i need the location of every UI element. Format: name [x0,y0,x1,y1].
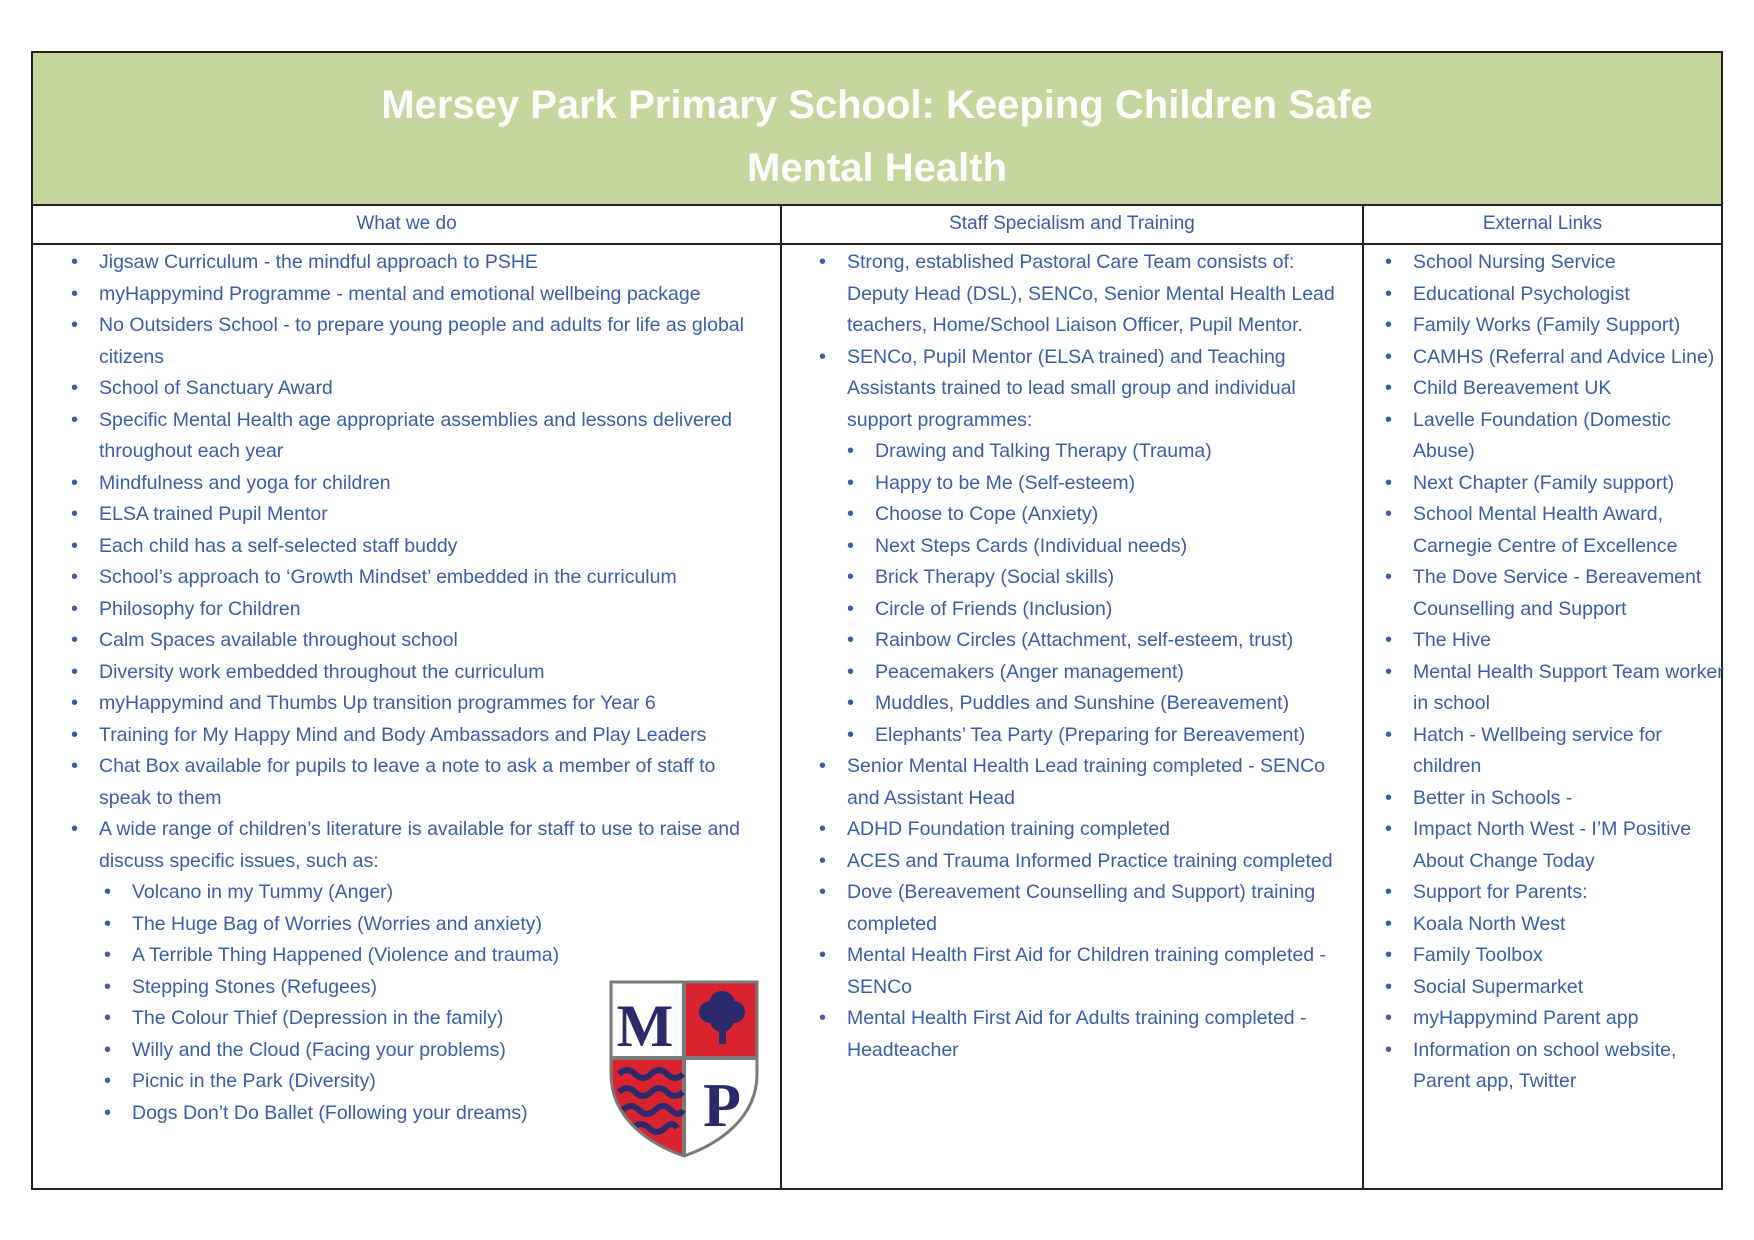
title-banner [33,53,1721,206]
column-heading: What we do [33,206,780,245]
list-item: • School’s approach to ‘Growth Mindset’ embedded in the curriculum [99,562,769,594]
column-heading: External Links [1364,206,1721,245]
list-item: • Mental Health Support Team worker in school [1413,657,1729,720]
list-item: • Peacemakers (Anger management) [875,657,1359,689]
list-item: • ACES and Trauma Informed Practice training completed [847,846,1359,878]
list-item: • Senior Mental Health Lead training completed - SENCo and Assistant Head [847,751,1359,814]
crest-letter-m: M [616,993,674,1059]
list-item: • ADHD Foundation training completed [847,814,1359,846]
list-item: • Volcano in my Tummy (Anger) [132,877,769,909]
sublist [847,436,1359,751]
columns [33,206,1724,1188]
list-item: • Support for Parents: [1413,877,1729,909]
list-item: • No Outsiders School - to prepare young people and adults for life as global citizens [99,310,769,373]
list-item: • Chat Box available for pupils to leave a note to ask a member of staff to speak to them [99,751,769,814]
list-item: • Next Steps Cards (Individual needs) [875,531,1359,563]
list-item: • Each child has a self-selected staff buddy [99,531,769,563]
list-item: • Specific Mental Health age appropriate assemblies and lessons delivered throughout each year [99,405,769,468]
list-item: • School Mental Health Award, Carnegie Centre of Excellence [1413,499,1729,562]
list-item: • The Dove Service - Bereavement Counselling and Support [1413,562,1729,625]
page-subtitle: Mental Health [746,146,1008,190]
list-item: • A wide range of children’s literature is available for staff to use to raise and discuss specific issues, such as: [99,814,769,877]
list-item: • Lavelle Foundation (Domestic Abuse) [1413,405,1729,468]
list-item: • Dove (Bereavement Counselling and Support) training completed [847,877,1359,940]
list-item: • Next Chapter (Family support) [1413,468,1729,500]
list-item: • School of Sanctuary Award [99,373,769,405]
list-item: • The Hive [1413,625,1729,657]
column-heading: Staff Specialism and Training [782,206,1362,245]
info-sheet [31,51,1723,1190]
column-external-links [1364,206,1724,1188]
list [1413,245,1729,1098]
list-item: • Choose to Cope (Anxiety) [875,499,1359,531]
list-item: • Calm Spaces available throughout school [99,625,769,657]
list-item: • Jigsaw Curriculum - the mindful approach to PSHE [99,247,769,279]
list-item: • SENCo, Pupil Mentor (ELSA trained) and Teaching Assistants trained to lead small group and individual support programmes: [847,342,1359,437]
list-item: • Mental Health First Aid for Children training completed - SENCo [847,940,1359,1003]
list-item: • Child Bereavement UK [1413,373,1729,405]
crest-letter-p: P [703,1072,741,1140]
list-item: • myHappymind Programme - mental and emotional wellbeing package [99,279,769,311]
list-item: • ELSA trained Pupil Mentor [99,499,769,531]
list-item: • Philosophy for Children [99,594,769,626]
list-item: • The Huge Bag of Worries (Worries and anxiety) [132,909,769,941]
list-item: • Educational Psychologist [1413,279,1729,311]
list-item: • Mindfulness and yoga for children [99,468,769,500]
list-item: • Strong, established Pastoral Care Team consists of: Deputy Head (DSL), SENCo, Senior Mental Health Lead teachers, Home/School Liaison Officer, Pupil Mentor. [847,247,1359,342]
list-item: • Happy to be Me (Self-esteem) [875,468,1359,500]
list-item: • Stepping Stones (Refugees) [132,972,769,1004]
list-item: • Brick Therapy (Social skills) [875,562,1359,594]
list-item: • myHappymind Parent app [1413,1003,1729,1035]
list-item: • Family Toolbox [1413,940,1729,972]
list-item: • Koala North West [1413,909,1729,941]
list-item: • Hatch - Wellbeing service for children [1413,720,1729,783]
list-item: • Information on school website, Parent app, Twitter [1413,1035,1729,1098]
list-item: • Picnic in the Park (Diversity) [132,1066,769,1098]
list-item: • CAMHS (Referral and Advice Line) [1413,342,1729,374]
list-item: • Training for My Happy Mind and Body Ambassadors and Play Leaders [99,720,769,752]
list-item: • The Colour Thief (Depression in the family) [132,1003,769,1035]
list-item: • Diversity work embedded throughout the curriculum [99,657,769,689]
list-item: • Impact North West - I’M Positive About Change Today [1413,814,1729,877]
page-title: Mersey Park Primary School: Keeping Children Safe [381,83,1373,127]
list-item: • Rainbow Circles (Attachment, self-esteem, trust) [875,625,1359,657]
column-what-we-do [33,206,782,1188]
list-item: • Drawing and Talking Therapy (Trauma) [875,436,1359,468]
list-item: • Better in Schools - [1413,783,1729,815]
list-item: • Social Supermarket [1413,972,1729,1004]
list-item: • myHappymind and Thumbs Up transition programmes for Year 6 [99,688,769,720]
list-item: • School Nursing Service [1413,247,1729,279]
list-item: • Elephants’ Tea Party (Preparing for Bereavement) [875,720,1359,752]
school-crest-icon [607,978,761,1158]
list-item: • Willy and the Cloud (Facing your problems) [132,1035,769,1067]
list-item: • Family Works (Family Support) [1413,310,1729,342]
list-item: • Dogs Don’t Do Ballet (Following your dreams) [132,1098,769,1130]
list-item: • Circle of Friends (Inclusion) [875,594,1359,626]
list-item: • Muddles, Puddles and Sunshine (Bereavement) [875,688,1359,720]
list-item: • Mental Health First Aid for Adults training completed - Headteacher [847,1003,1359,1066]
list-item: • A Terrible Thing Happened (Violence and trauma) [132,940,769,972]
list [847,245,1359,1066]
column-staff-training [782,206,1364,1188]
